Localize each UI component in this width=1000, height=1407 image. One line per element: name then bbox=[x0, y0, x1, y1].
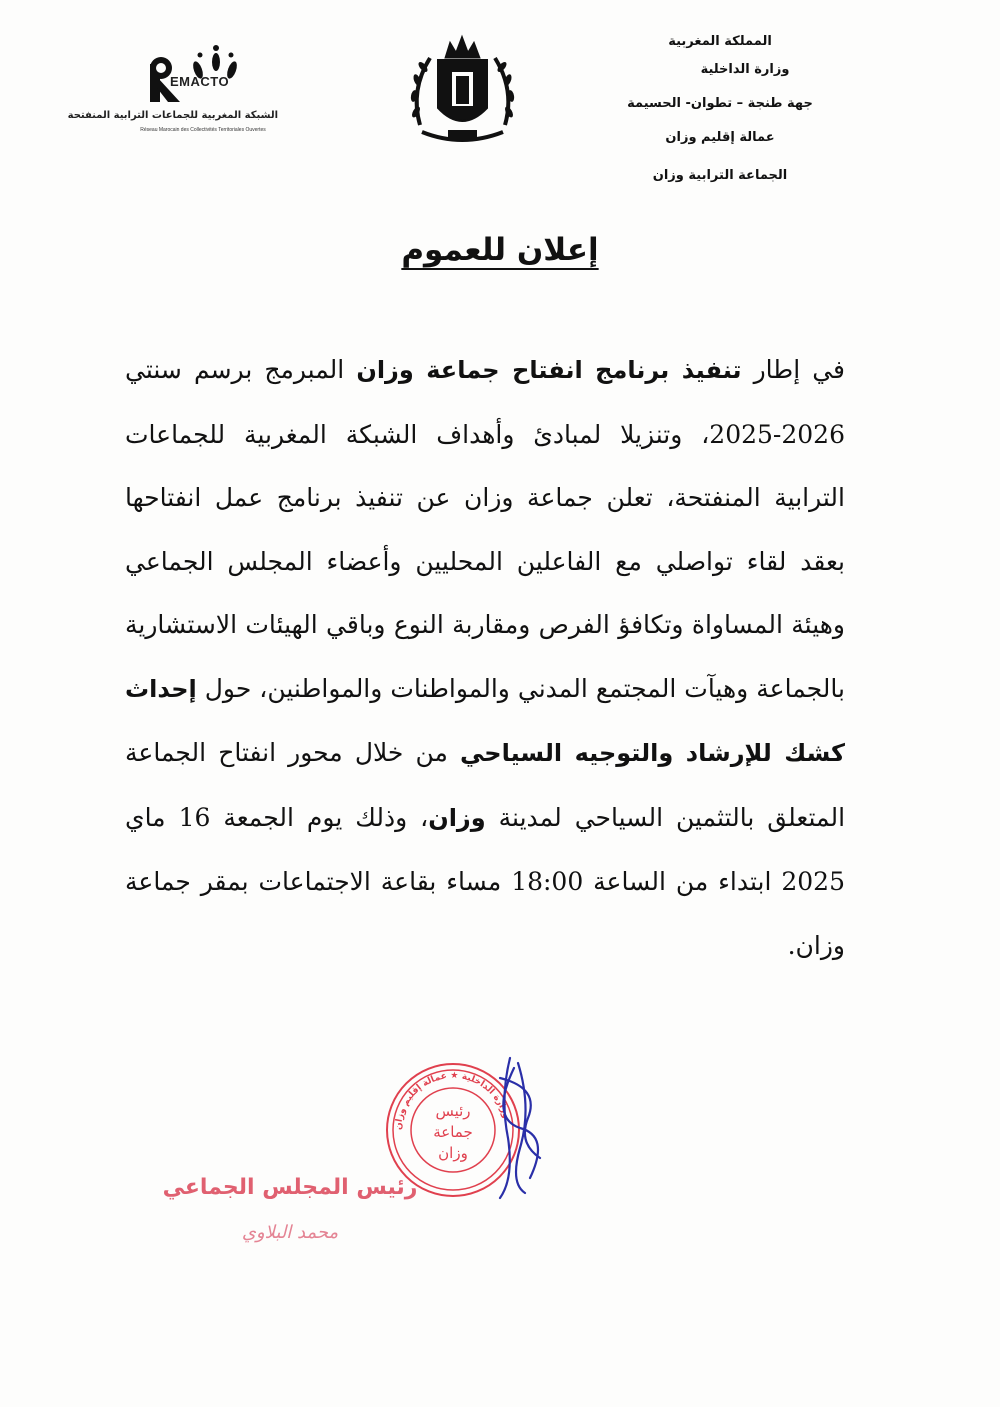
stamp-line-3: وزان bbox=[438, 1144, 468, 1162]
signatory-title: رئيس المجلس الجماعي bbox=[162, 1175, 418, 1200]
body-segment: من خلال محور انفتاح الجماعة المتعلق بالتثمين السياحي لمدينة bbox=[125, 738, 846, 832]
header-line-commune: الجماعة الترابية وزان bbox=[652, 168, 788, 183]
body-segment: في إطار bbox=[741, 355, 845, 384]
body-bold-city: وزان bbox=[428, 803, 486, 832]
body-segment: ، وذلك يوم الجمعة 16 ماي 2025 ابتداء من الساعة 18:00 مساء بقاعة الاجتماعات بمقر جماعة وزان. bbox=[125, 802, 845, 960]
handwritten-signature bbox=[470, 1048, 560, 1208]
body-bold-topic: إحداث كشك للإرشاد والتوجيه السياحي bbox=[125, 674, 845, 767]
header-line-region: جهة طنجة – تطوان- الحسيمة bbox=[627, 96, 813, 111]
header-line-ministry: وزارة الداخلية bbox=[700, 62, 790, 77]
stamp-ring-text: وزارة الداخلية ★ عمالة إقليم وزان bbox=[393, 1070, 511, 1131]
body-bold-program: تنفيذ برنامج انفتاح جماعة وزان bbox=[356, 356, 742, 384]
logo-arabic-name: الشبكة المغربية للجماعات الترابية المنفتحة bbox=[67, 110, 278, 121]
body-segment: المبرمج برسم سنتي 2026-2025، وتنزيلا لمبادئ وأهداف الشبكة المغربية للجماعات الترابية المنفتحة، تعلن جماعة وزان عن تنفيذ برنامج عمل انفتاحها بعقد لقاء تواصلي مع الفاعلين المحليين وأعضاء المجلس الجماعي وهيئة المساواة وتكافؤ الفرص ومقاربة النوع وباقي الهيئات الاستشارية بالجماعة وهيآت المجتمع المدني والمواطنات والمواطنين، حول bbox=[125, 355, 845, 703]
administrative-header bbox=[590, 28, 850, 190]
header-line-province: عمالة إقليم وزان bbox=[665, 130, 775, 145]
remacto-logo bbox=[67, 40, 288, 150]
logo-french-name: Réseau Marocain des Collectivités Territoriales Ouvertes bbox=[140, 127, 266, 133]
title-text: إعلان للعموم bbox=[401, 232, 599, 268]
municipal-emblem-icon bbox=[400, 30, 525, 155]
document-title bbox=[0, 232, 1000, 268]
logo-wordmark: EMACTO bbox=[170, 74, 230, 89]
announcement-body bbox=[125, 338, 845, 977]
signatory-name: محمد البلاوي bbox=[241, 1222, 339, 1243]
stamp-line-1: رئيس bbox=[435, 1102, 471, 1120]
header-line-kingdom: المملكة المغربية bbox=[668, 34, 772, 49]
stamp-line-2: جماعة bbox=[433, 1123, 473, 1141]
